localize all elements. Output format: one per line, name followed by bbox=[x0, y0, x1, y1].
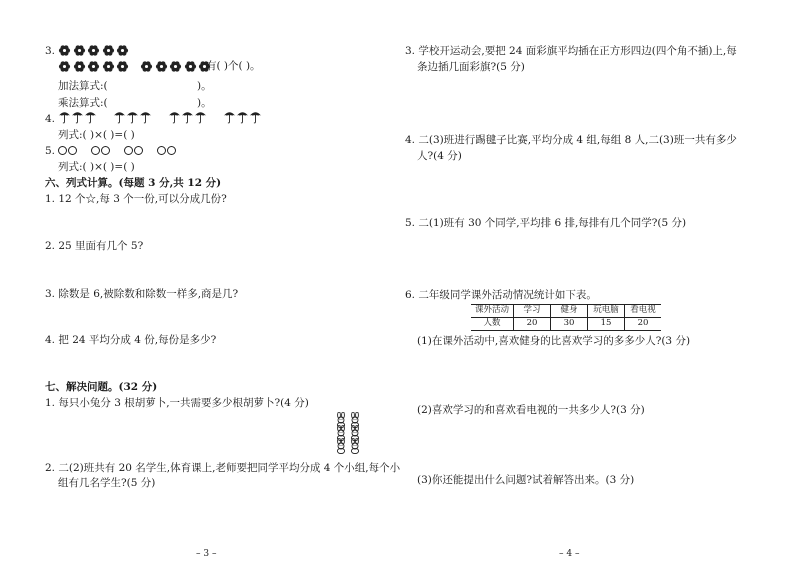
section7-q1: 1. 每只小兔分 3 根胡萝卜,一共需要多少根胡萝卜?(4 分) bbox=[45, 397, 309, 409]
right-q4-line2: 人?(4 分) bbox=[417, 150, 462, 162]
circle-icon bbox=[91, 146, 100, 155]
q3-add-prefix: 加法算式:( bbox=[58, 80, 108, 92]
q3-add-suffix: )。 bbox=[197, 80, 212, 92]
umbrella-icon bbox=[236, 110, 249, 124]
flower-icon bbox=[116, 44, 129, 57]
section6-title: 六、列式计算。(每题 3 分,共 12 分) bbox=[45, 177, 222, 189]
right-q4-line1: 4. 二(3)班进行踢毽子比赛,平均分成 4 组,每组 8 人,二(3)班一共有多少 bbox=[405, 134, 737, 146]
right-q5: 5. 二(1)班有 30 个同学,平均排 6 排,每排有几个同学?(5 分) bbox=[405, 217, 687, 229]
q3-mul-prefix: 乘法算式:( bbox=[58, 97, 108, 109]
section6-q2: 2. 25 里面有几个 5? bbox=[45, 240, 144, 252]
circle-group bbox=[58, 146, 78, 155]
section7-q2-line1: 2. 二(2)班共有 20 名学生,体育课上,老师要把同学平均分成 4 个小组,每个小 bbox=[45, 462, 401, 474]
circle-icon bbox=[157, 146, 166, 155]
table-row bbox=[471, 318, 661, 331]
section6-q1: 1. 12 个☆,每 3 个一份,可以分成几份? bbox=[45, 193, 227, 205]
table-cell: 15 bbox=[588, 318, 625, 331]
q4-label: 4. bbox=[45, 113, 56, 125]
flower-icon bbox=[102, 44, 115, 57]
table-cell: 30 bbox=[551, 318, 588, 331]
q3-you-text: 有( )个( )。 bbox=[206, 60, 261, 72]
flower-icon bbox=[73, 60, 86, 73]
flower-icon bbox=[116, 60, 129, 73]
q5-label: 5. bbox=[45, 145, 56, 157]
flower-row-3 bbox=[140, 60, 213, 73]
flower-icon bbox=[87, 44, 100, 57]
table-cell: 玩电脑 bbox=[588, 305, 625, 318]
right-page bbox=[397, 0, 794, 573]
umbrella-icon bbox=[71, 110, 84, 124]
q3-label: 3. bbox=[45, 45, 56, 57]
umbrella-icon bbox=[223, 110, 236, 124]
table-cell: 看电视 bbox=[625, 305, 662, 318]
circle-icon bbox=[58, 146, 67, 155]
right-q6-sub2: (2)喜欢学习的和喜欢看电视的一共多少人?(3 分) bbox=[417, 404, 645, 416]
right-q6-sub1: (1)在课外活动中,喜欢健身的比喜欢学习的多多少人?(3 分) bbox=[417, 335, 691, 347]
section6-q3: 3. 除数是 6,被除数和除数一样多,商是几? bbox=[45, 288, 239, 300]
circle-icon bbox=[167, 146, 176, 155]
table-cell: 20 bbox=[625, 318, 662, 331]
right-q6: 6. 二年级同学课外活动情况统计如下表。 bbox=[405, 289, 597, 301]
right-q6-sub3: (3)你还能提出什么问题?试着解答出来。(3 分) bbox=[417, 474, 635, 486]
circle-icon bbox=[134, 146, 143, 155]
flower-icon bbox=[169, 60, 182, 73]
activity-table bbox=[471, 304, 661, 331]
umbrella-icon bbox=[113, 110, 126, 124]
q4-formula: 列式:( )×( )=( ) bbox=[58, 129, 135, 141]
right-q3-line2: 条边插几面彩旗?(5 分) bbox=[417, 61, 525, 73]
flower-icon bbox=[155, 60, 168, 73]
circle-icon bbox=[68, 146, 77, 155]
umbrella-group bbox=[223, 110, 262, 124]
circle-row bbox=[58, 146, 190, 155]
flower-icon bbox=[87, 60, 100, 73]
section7-title: 七、解决问题。(32 分) bbox=[45, 381, 158, 393]
table-cell: 人数 bbox=[471, 318, 514, 331]
umbrella-icon bbox=[181, 110, 194, 124]
umbrella-icon bbox=[168, 110, 181, 124]
umbrella-icon bbox=[126, 110, 139, 124]
flower-icon bbox=[73, 44, 86, 57]
circle-icon bbox=[124, 146, 133, 155]
rabbit-icon bbox=[348, 438, 362, 454]
flower-icon bbox=[184, 60, 197, 73]
table-cell: 健身 bbox=[551, 305, 588, 318]
table-cell: 学习 bbox=[514, 305, 551, 318]
table-header-row bbox=[471, 305, 661, 318]
umbrella-group bbox=[58, 110, 97, 124]
circle-group bbox=[157, 146, 177, 155]
umbrella-icon bbox=[84, 110, 97, 124]
umbrella-group bbox=[168, 110, 207, 124]
flower-icon bbox=[58, 44, 71, 57]
flower-icon bbox=[58, 60, 71, 73]
page-number-4: – 4 – bbox=[559, 549, 580, 559]
flower-icon bbox=[102, 60, 115, 73]
rabbit-icon bbox=[334, 438, 348, 454]
umbrella-icon bbox=[58, 110, 71, 124]
flower-row-2 bbox=[58, 60, 131, 73]
umbrella-icon bbox=[194, 110, 207, 124]
flower-icon bbox=[140, 60, 153, 73]
umbrella-icon bbox=[249, 110, 262, 124]
section6-q4: 4. 把 24 平均分成 4 份,每份是多少? bbox=[45, 334, 217, 346]
umbrella-group bbox=[113, 110, 152, 124]
circle-group bbox=[124, 146, 144, 155]
circle-icon bbox=[101, 146, 110, 155]
right-q3-line1: 3. 学校开运动会,要把 24 面彩旗平均插在正方形四边(四个角不插)上,每 bbox=[405, 45, 737, 57]
q3-mul-suffix: )。 bbox=[197, 97, 212, 109]
page-number-3: – 3 – bbox=[196, 549, 217, 559]
umbrella-icon bbox=[139, 110, 152, 124]
section7-q2-line2: 组有几名学生?(5 分) bbox=[58, 477, 156, 489]
flower-row-1 bbox=[58, 44, 131, 57]
table-cell: 课外活动 bbox=[471, 305, 514, 318]
q5-formula: 列式:( )×( )=( ) bbox=[58, 161, 135, 173]
umbrella-row bbox=[58, 110, 278, 124]
circle-group bbox=[91, 146, 111, 155]
table-cell: 20 bbox=[514, 318, 551, 331]
